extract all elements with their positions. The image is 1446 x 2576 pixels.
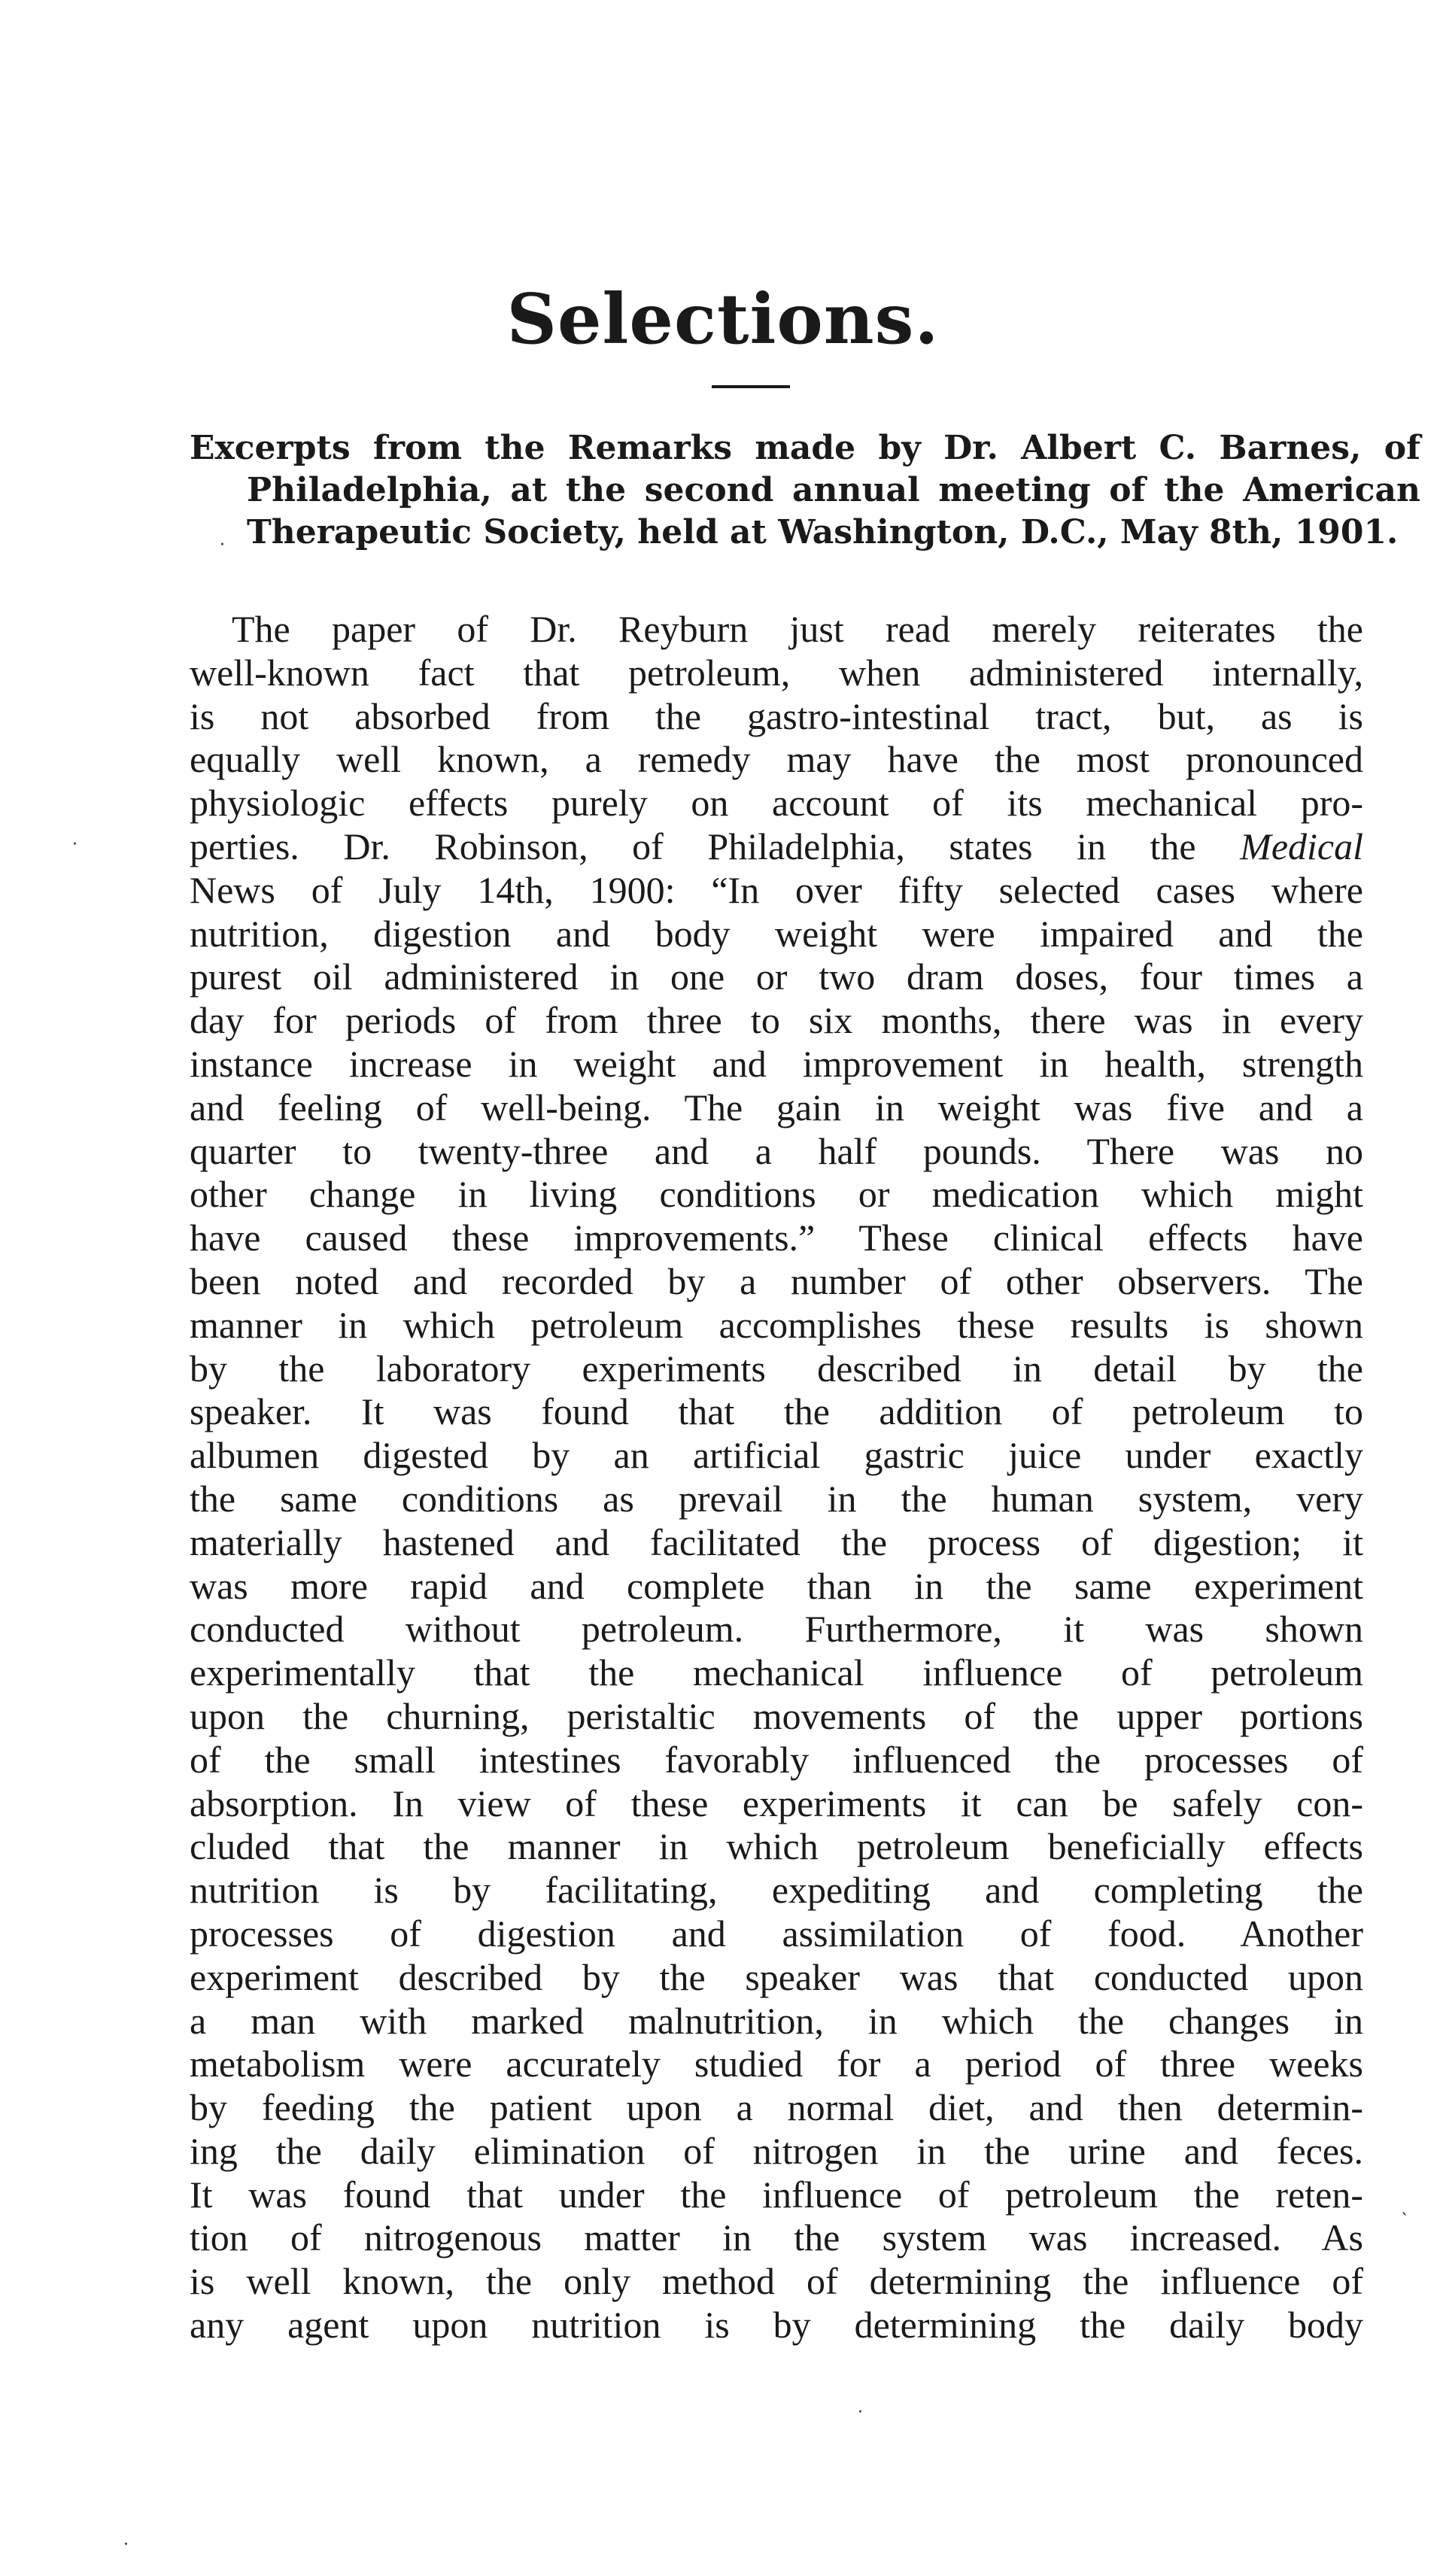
page-title: Selections. [506,278,940,360]
body-line: is well known, the only method of determining the influence of [190,2260,1363,2303]
body-line: cluded that the manner in which petroleum beneficially effects [190,1825,1363,1868]
body-line: purest oil administered in one or two dram doses, four times a [190,955,1363,998]
article-heading: Excerpts from the Remarks made by Dr. Albert C. Barnes, of Philadelphia, at the second annual meeting of the American Therapeutic Society, held at Washington, D.C., May 8th, 1901. [190,429,1420,551]
body-line: metabolism were accurately studied for a period of three weeks [190,2043,1363,2085]
body-line: processes of digestion and assimilation of food. Another [190,1912,1363,1955]
print-speck: · [858,2403,863,2422]
body-line: quarter to twenty-three and a half pounds. There was no [190,1129,1363,1172]
body-line: a man with marked malnutrition, in which the changes in [190,1999,1363,2042]
body-line: tion of nitrogenous matter in the system was increased. As [190,2216,1363,2259]
body-line: manner in which petroleum accomplishes these results is shown [190,1303,1363,1346]
body-line: well-known fact that petroleum, when administered internally, [190,651,1363,694]
body-line: by the laboratory experiments described in detail by the [190,1347,1363,1390]
title-rule [712,385,790,388]
body-line: absorption. In view of these experiments it can be safely con- [190,1782,1363,1824]
body-line: The paper of Dr. Reyburn just read merely reiterates the [232,608,1363,650]
body-line-text: perties. Dr. Robinson, of Philadelphia, states in the [190,825,1241,867]
body-line: is not absorbed from the gastro-intestinal tract, but, as is [190,694,1363,737]
body-line: of the small intestines favorably influenced the processes of [190,1738,1363,1781]
body-line: nutrition, digestion and body weight were impaired and the [190,912,1363,955]
print-speck: ˎ [1401,2197,1409,2216]
body-line: materially hastened and facilitated the process of digestion; it [190,1520,1363,1563]
article-body [190,608,1363,2347]
body-line: conducted without petroleum. Furthermore, it was shown [190,1608,1363,1651]
body-line: by feeding the patient upon a normal diet, and then determin- [190,2086,1363,2129]
print-speck: · [123,2535,129,2554]
body-line: day for periods of from three to six months, there was in every [190,999,1363,1042]
body-line: the same conditions as prevail in the human system, very [190,1477,1363,1520]
body-line: been noted and recorded by a number of other observers. The [190,1259,1363,1302]
body-line: It was found that under the influence of petroleum the reten- [190,2173,1363,2216]
body-line: was more rapid and complete than in the same experiment [190,1564,1363,1607]
body-line: experiment described by the speaker was that conducted upon [190,1955,1363,1998]
body-line: experimentally that the mechanical influence of petroleum [190,1651,1363,1694]
body-line: have caused these improvements.” These clinical effects have [190,1217,1363,1259]
body-line: and feeling of well-being. The gain in weight was five and a [190,1086,1363,1129]
body-line: nutrition is by facilitating, expediting and completing the [190,1869,1363,1912]
body-line: any agent upon nutrition is by determining the daily body [190,2304,1363,2347]
body-line: News of July 14th, 1900: “In over fifty selected cases where [190,868,1363,911]
body-line: equally well known, a remedy may have the most pronounced [190,738,1363,781]
journal-name-italic: Medical [1240,825,1363,867]
body-line: albumen digested by an artificial gastric juice under exactly [190,1434,1363,1477]
print-speck: · [72,835,77,854]
body-line: speaker. It was found that the addition of petroleum to [190,1390,1363,1433]
body-line: other change in living conditions or medication which might [190,1173,1363,1216]
body-line: upon the churning, peristaltic movements of the upper portions [190,1694,1363,1737]
body-line: ing the daily elimination of nitrogen in the urine and feces. [190,2129,1363,2172]
print-speck: · [220,536,225,554]
body-line: physiologic effects purely on account of its mechanical pro- [190,782,1363,825]
body-line: instance increase in weight and improvement in health, strength [190,1042,1363,1085]
body-line [190,825,1363,869]
